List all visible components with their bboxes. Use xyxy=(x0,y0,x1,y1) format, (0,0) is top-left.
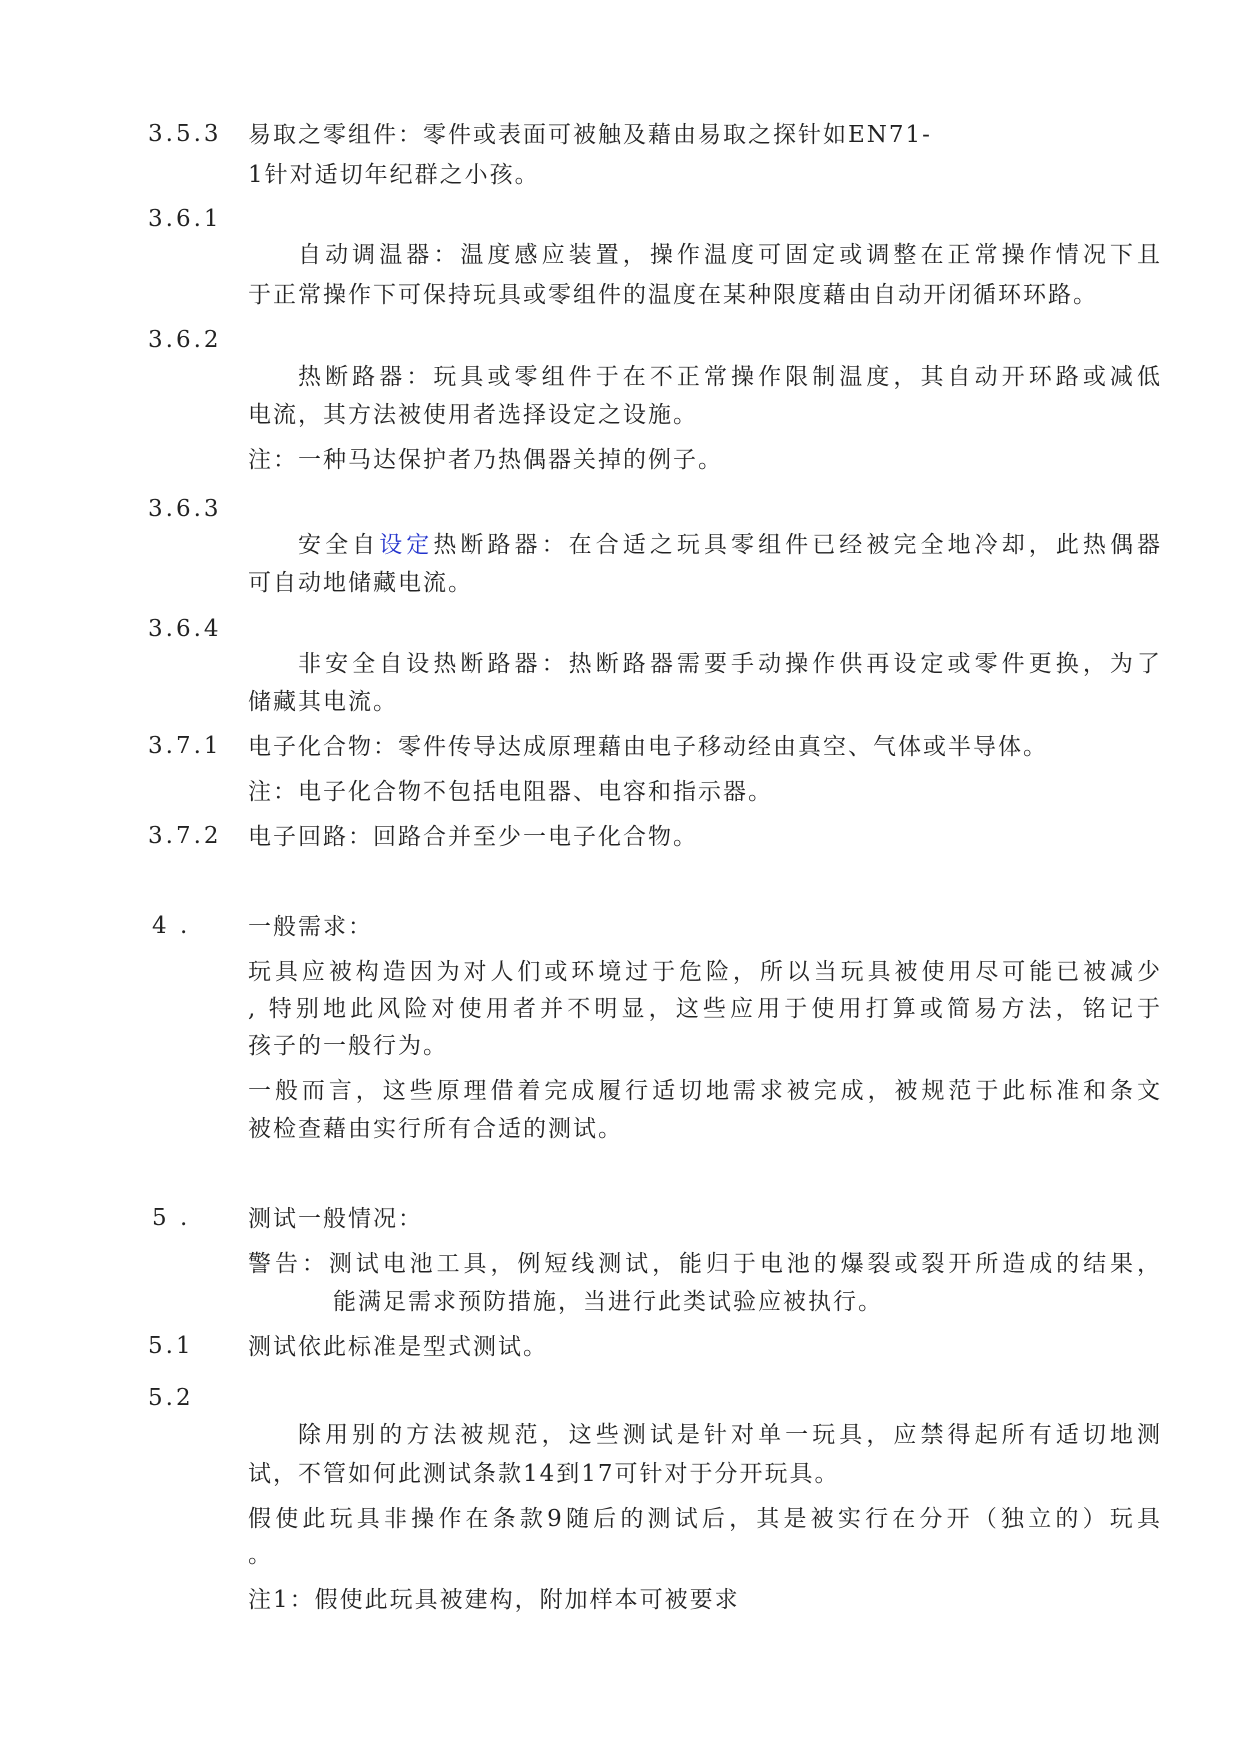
paragraph-line: 假使此玩具非操作在条款9随后的测试后，其是被实行在分开（独立的）玩具 xyxy=(248,1506,1162,1532)
section-text: 除用别的方法被规范，这些测试是针对单一玩具，应禁得起所有适切地测 xyxy=(298,1422,1162,1448)
section-note: 注1：假使此玩具被建构，附加样本可被要求 xyxy=(248,1587,740,1613)
section-text: 试，不管如何此测试条款14到17可针对于分开玩具。 xyxy=(248,1461,840,1487)
section-text: 安全自设定热断路器：在合适之玩具零组件已经被完全地冷却，此热偶器 xyxy=(298,532,1163,558)
section-text: 易取之零组件：零件或表面可被触及藉由易取之探针如EN71- xyxy=(248,122,932,148)
section-number: 5 . xyxy=(152,1205,191,1231)
section-text: 热断路器：玩具或零组件于在不正常操作限制温度，其自动开环路或减低 xyxy=(298,364,1162,390)
warning-line: 能满足需求预防措施，当进行此类试验应被执行。 xyxy=(333,1289,883,1315)
paragraph-line: 玩具应被构造因为对人们或环境过于危险，所以当玩具被使用尽可能已被减少 xyxy=(248,959,1162,985)
section-text: 电流，其方法被使用者选择设定之设施。 xyxy=(248,402,698,428)
section-number: 4 . xyxy=(152,913,191,939)
section-number: 3.6.2 xyxy=(148,327,222,353)
section-number: 3.7.2 xyxy=(148,823,222,849)
section-heading: 测试一般情况： xyxy=(248,1206,423,1232)
section-text: 非安全自设热断路器：热断路器需要手动操作供再设定或零件更换，为了 xyxy=(298,651,1162,677)
section-number: 3.6.4 xyxy=(148,616,222,642)
section-number: 5.1 xyxy=(148,1333,194,1359)
section-number: 3.6.3 xyxy=(148,496,222,522)
section-note: 注：电子化合物不包括电阻器、电容和指示器。 xyxy=(248,779,773,805)
section-number: 5.2 xyxy=(148,1385,194,1411)
section-number: 3.6.1 xyxy=(148,206,222,232)
section-text: 自动调温器：温度感应装置，操作温度可固定或调整在正常操作情况下且 xyxy=(298,242,1162,268)
paragraph-line: 孩子的一般行为。 xyxy=(248,1033,448,1059)
paragraph-line: , 特别地此风险对使用者并不明显，这些应用于使用打算或简易方法，铭记于 xyxy=(248,996,1162,1022)
section-text: 测试依此标准是型式测试。 xyxy=(248,1334,548,1360)
section-number: 3.7.1 xyxy=(148,733,222,759)
section-text: 电子回路：回路合并至少一电子化合物。 xyxy=(248,824,698,850)
section-number: 3.5.3 xyxy=(148,121,222,147)
section-text: 储藏其电流。 xyxy=(248,689,398,715)
section-text: 可自动地储藏电流。 xyxy=(248,570,473,596)
paragraph-line: 。 xyxy=(248,1542,273,1568)
section-heading: 一般需求： xyxy=(248,914,373,940)
warning-line: 警告：测试电池工具，例短线测试，能归于电池的爆裂或裂开所造成的结果， xyxy=(248,1251,1162,1277)
section-note: 注：一种马达保护者乃热偶器关掉的例子。 xyxy=(248,447,723,473)
section-text: 电子化合物：零件传导达成原理藉由电子移动经由真空、气体或半导体。 xyxy=(248,734,1048,760)
section-text: 1针对适切年纪群之小孩。 xyxy=(248,162,540,188)
section-text: 于正常操作下可保持玩具或零组件的温度在某种限度藉由自动开闭循环环路。 xyxy=(248,282,1098,308)
paragraph-line: 一般而言，这些原理借着完成履行适切地需求被完成，被规范于此标准和条文 xyxy=(248,1078,1162,1104)
setting-link[interactable]: 设定 xyxy=(379,532,434,558)
paragraph-line: 被检查藉由实行所有合适的测试。 xyxy=(248,1116,623,1142)
